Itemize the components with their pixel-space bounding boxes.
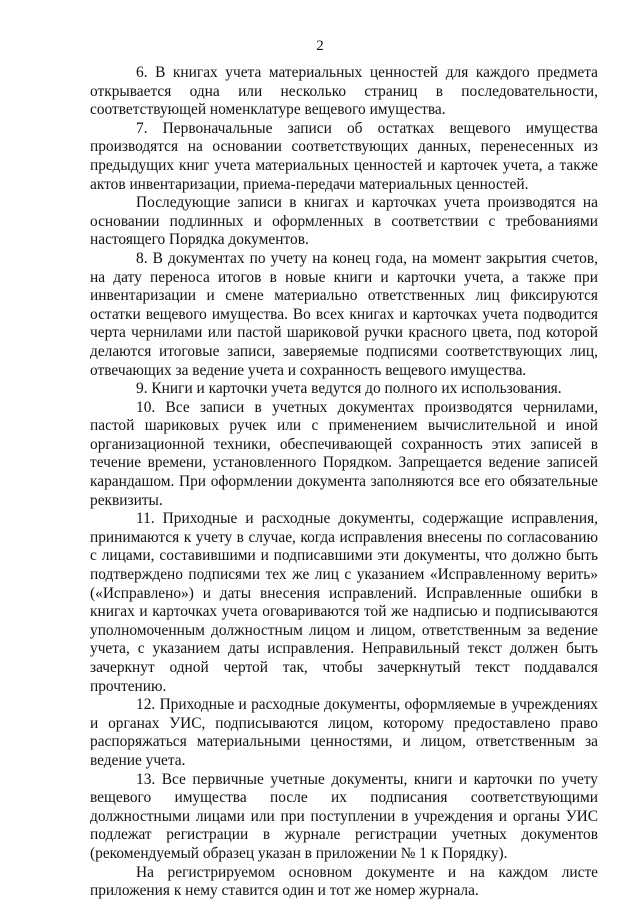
paragraph-13-continued: На регистрируемом основном документе и на каждом листе приложения к нему ставится один и тот же номер журнала. bbox=[90, 863, 598, 900]
paragraph-7-continued: Последующие записи в книгах и карточках учета производятся на основании подлинных и оформленных в соответствии с требованиями настоящего Порядка документов. bbox=[90, 194, 598, 249]
paragraph-7: 7. Первоначальные записи об остатках вещевого имущества производятся на основании соответствующих данных, перенесенных из предыдущих книг учета материальных ценностей и карточек учета, а также актов инвентаризации, приема-передачи материальных ценностей. bbox=[90, 119, 598, 193]
paragraph-11: 11. Приходные и расходные документы, содержащие исправления, принимаются к учету в случае, когда исправления внесены по согласованию с лицами, составившими и подписавшими эти документы, что должно быть подтверждено подписями тех же лиц с указанием «Исправленному верить» («Исправлено») и даты внесения исправлений. Исправленные ошибки в книгах и карточках учета оговариваются той же надписью и подписываются уполномоченным должностным лицом и лицом, ответственным за ведение учета, с указанием даты исправления. Неправильный текст должен быть зачеркнут одной чертой так, чтобы зачеркнутый текст поддавался прочтению. bbox=[90, 510, 598, 695]
paragraph-12: 12. Приходные и расходные документы, оформляемые в учреждениях и органах УИС, подписываются лицом, которому предоставлено право распоряжаться материальными ценностями, и лицом, ответственным за ведение учета. bbox=[90, 696, 598, 769]
page-number: 2 bbox=[316, 38, 324, 54]
paragraph-8: 8. В документах по учету на конец года, на момент закрытия счетов, на дату переноса итогов в новые книги и карточки учета, а также при инвентаризации и смене материально ответственных лиц фиксируются остатки вещевого имущества. Во всех книгах и карточках учета подводится черта чернилами или пастой шариковой ручки красного цвета, под которой делаются итоговые записи, заверяемые подписями соответствующих лиц, отвечающих за ведение учета и сохранность вещевого имущества. bbox=[90, 249, 598, 379]
document-body bbox=[90, 64, 598, 901]
paragraph-6: 6. В книгах учета материальных ценностей для каждого предмета открывается одна или несколько страниц в последовательности, соответствующей номенклатуре вещевого имущества. bbox=[90, 64, 598, 119]
paragraph-9: 9. Книги и карточки учета ведутся до полного их использования. bbox=[136, 380, 562, 398]
paragraph-13: 13. Все первичные учетные документы, книги и карточки по учету вещевого имущества после их подписания соответствующими должностными лицами или при поступлении в учреждения и органы УИС подлежат регистрации в журнале регистрации учетных документов (рекомендуемый образец указан в приложении № 1 к Порядку). bbox=[90, 770, 598, 862]
paragraph-10: 10. Все записи в учетных документах производятся чернилами, пастой шариковых ручек или с применением вычислительной и иной организационной техники, обеспечивающей сохранность этих записей в течение времени, установленного Порядком. Запрещается ведение записей карандашом. При оформлении документа заполняются все его обязательные реквизиты. bbox=[90, 398, 598, 509]
